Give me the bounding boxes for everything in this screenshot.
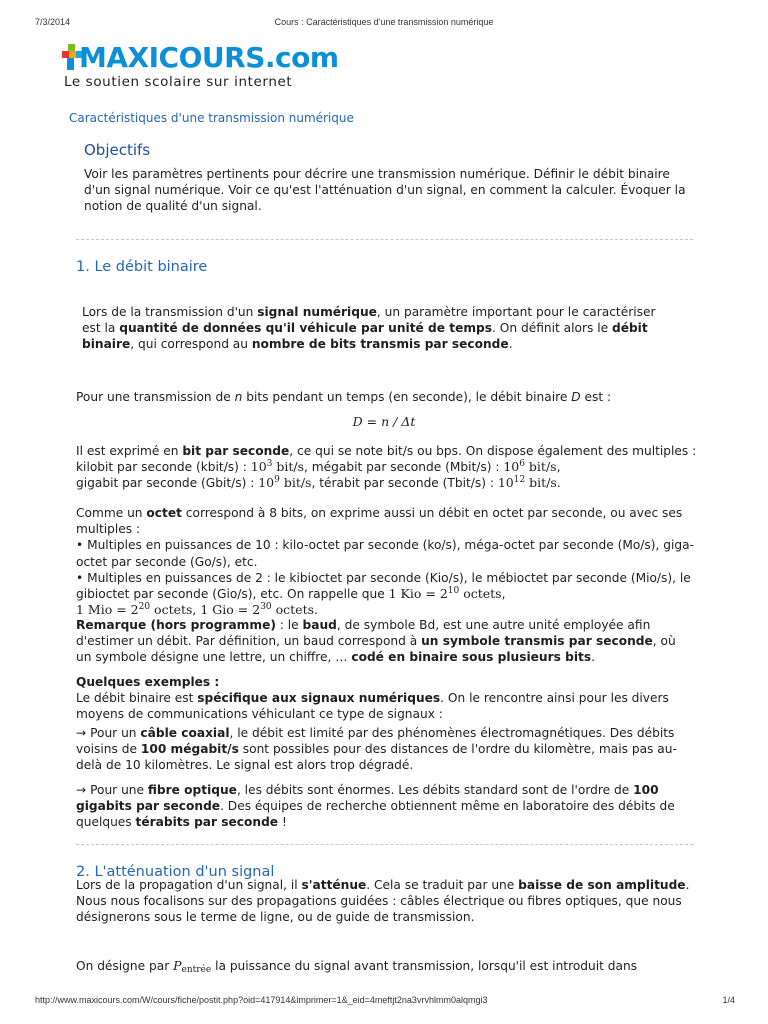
debit-formula: D = n / Δt bbox=[352, 414, 416, 429]
octet-multiples: Comme un octet correspond à 8 bits, on exprime aussi un débit en octet par seconde, ou avec ses multiples : • Multiples en puissances de 10 : kilo-octet par seconde (ko/s), méga-octet par seconde (Mo/s), giga-octet par seconde (Go/s), etc. • Multiples en puissances de 2 : le kibioctet par seconde (Kio/s), le mébioctet par seconde (Mio/s), le gibioctet par seconde (Gio/s), etc. On rappelle que 1 Kio = $2^{10}$ octets, 1 Mio = $2^{20}$ octets, 1 Gio = $2^{30}$ octets. bbox=[76, 506, 694, 618]
coaxial-example: → Pour un câble coaxial, le débit est limité par des phénomènes électromagnétiques. Des débits voisins de 100 mégabit/s sont possibles pour des distances de l'ordre du kilomètre, mais pas au-delà de 10 kilomètres. Le signal est alors trop dégradé. bbox=[76, 726, 677, 773]
logo-brand: MAXICOURS bbox=[79, 41, 265, 74]
objectives-text: Voir les paramètres pertinents pour décrire une transmission numérique. Définir le débit binaire d'un signal numérique. Voir ce qu'est l'atténuation d'un signal, en comment la calculer. Évoquer la notion de qualité d'un signal. bbox=[84, 167, 686, 214]
document-title: Caractéristiques d'une transmission numérique bbox=[69, 111, 354, 125]
power-definition: On désigne par $P_{entrée}$ la puissance du signal avant transmission, lorsqu'il est introduit dans bbox=[76, 958, 638, 975]
logo-tld: .com bbox=[264, 41, 339, 74]
attenuation-text: Lors de la propagation d'un signal, il s'atténue. Cela se traduit par une baisse de son amplitude. Nous nous focalisons sur des propagations guidées : câbles électrique ou fibres optiques, que nous désignerons sous le terme de ligne, ou de guide de transmission. bbox=[76, 878, 690, 925]
examples-intro: Quelques exemples : Le débit binaire est spécifique aux signaux numériques. On le rencontre ainsi pour les divers moyens de communications véhiculant ce type de signaux : bbox=[76, 675, 669, 722]
objectives-heading: Objectifs bbox=[84, 141, 151, 159]
logo-wordmark bbox=[79, 41, 339, 74]
divider bbox=[76, 239, 693, 240]
print-date: 7/3/2014 bbox=[35, 17, 71, 27]
page-number: 1/4 bbox=[722, 995, 735, 1005]
print-title: Cours : Caractéristiques d'une transmission numérique bbox=[274, 17, 494, 27]
print-footer-url[interactable]: http://www.maxicours.com/W/cours/fiche/postit.php?oid=417914&imprimer=1&_eid=4meftjt2na3vrvhlmm0alqmgi3 bbox=[35, 995, 488, 1005]
divider bbox=[76, 844, 693, 845]
bit-multiples: Il est exprimé en bit par seconde, ce qui se note bit/s ou bps. On dispose également des multiples : kilobit par seconde (kbit/s) : $10^3$ bit/s, mégabit par seconde (Mbit/s) : $10^6$ bit/s, gigabit par seconde (Gbit/s) : $10^9$ bit/s, térabit par seconde (Tbit/s) : $10^{12}$ bit/s. bbox=[76, 444, 697, 491]
section2-heading: 2. L'atténuation d'un signal bbox=[76, 864, 275, 880]
fiber-example: → Pour une fibre optique, les débits sont énormes. Les débits standard sont de l'ordre de 100 gigabits par seconde. Des équipes de recherche obtiennent même en laboratoire des débits de quelques térabits par seconde ! bbox=[76, 783, 675, 830]
logo-tagline: Le soutien scolaire sur internet bbox=[64, 74, 293, 90]
baud-remark: Remarque (hors programme) : le baud, de symbole Bd, est une autre unité employée afin d'estimer un débit. Par définition, un baud correspond à un symbole transmis par seconde, où un symbole désigne une lettre, un chiffre, … codé en binaire sous plusieurs bits. bbox=[76, 618, 676, 665]
section1-intro: Lors de la transmission d'un signal numérique, un paramètre important pour le caractériser est la quantité de données qu'il véhicule par unité de temps. On définit alors le débit binaire, qui correspond au nombre de bits transmis par seconde. bbox=[82, 305, 656, 352]
section1-heading: 1. Le débit binaire bbox=[76, 259, 208, 275]
debit-definition: Pour une transmission de n bits pendant un temps (en seconde), le débit binaire D est : bbox=[76, 390, 612, 404]
